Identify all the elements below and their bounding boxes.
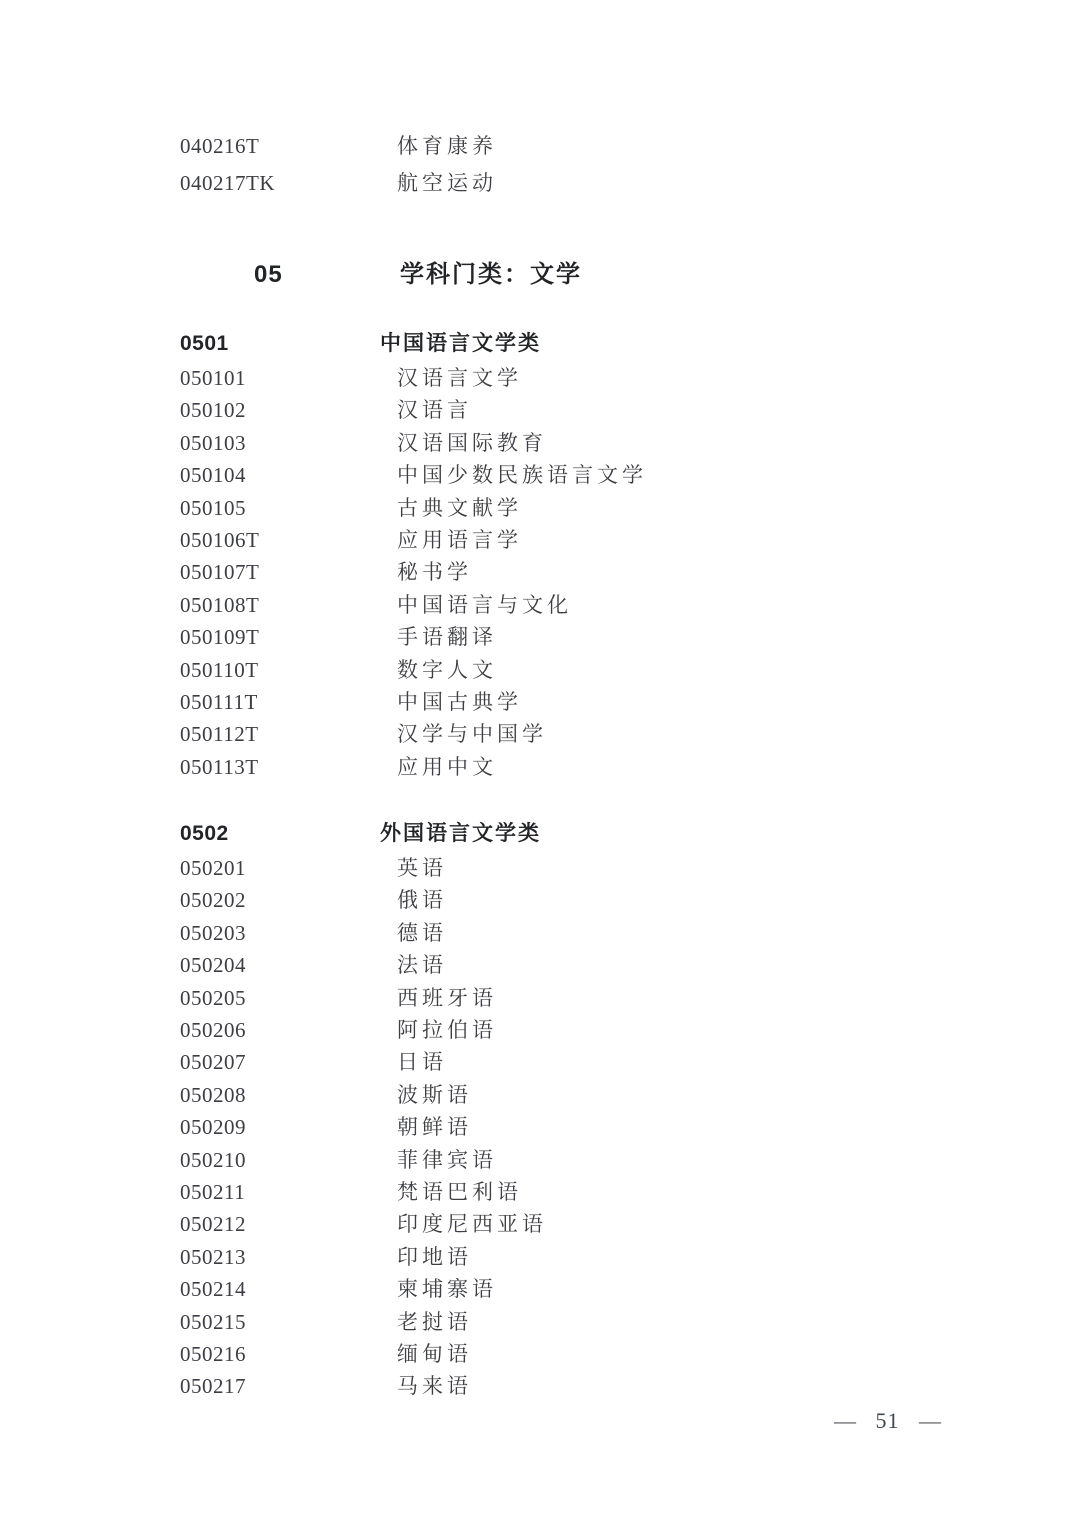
major-name: 汉语言文学 [397,366,522,390]
major-name: 印地语 [397,1244,472,1269]
major-code: 050108T [180,592,260,617]
major-row [180,1079,1040,1111]
major-code: 050110T [180,657,259,682]
major-name: 西班牙语 [397,985,497,1010]
major-code: 050214 [180,1277,246,1302]
major-row [180,1370,1040,1402]
major-row [180,852,1040,884]
footer-right-dash: — [919,1408,941,1433]
major-name: 老挝语 [397,1309,472,1334]
major-row [180,884,1040,916]
major-code: 050207 [180,1050,246,1075]
major-code: 040216T [180,134,260,158]
major-group [180,816,1040,1403]
major-code: 050204 [180,953,246,978]
major-code: 050209 [180,1115,246,1140]
leading-major-row [180,128,1040,165]
major-row [180,751,1040,783]
major-name: 马来语 [397,1374,472,1399]
major-code: 050210 [180,1147,246,1172]
major-name: 印度尼西亚语 [397,1212,547,1237]
major-name: 应用语言学 [397,527,522,552]
major-row [180,394,1040,426]
major-code: 050105 [180,495,246,520]
major-code: 050203 [180,920,246,945]
major-code: 050205 [180,985,246,1010]
major-name: 应用中文 [397,754,497,779]
major-code: 040217TK [180,171,275,195]
major-code: 050208 [180,1082,246,1107]
major-code: 050111T [180,689,258,714]
major-name: 德语 [397,920,447,945]
major-name: 数字人文 [397,657,497,682]
major-row [180,1144,1040,1176]
major-row [180,1338,1040,1370]
major-catalog-content [180,128,1040,1403]
major-row [180,556,1040,588]
major-row [180,1046,1040,1078]
major-row [180,1273,1040,1305]
major-name: 外国语言文学类 [380,822,541,846]
major-name: 航空运动 [397,171,497,195]
major-code: 050106T [180,527,260,552]
major-name: 古典文献学 [397,495,522,520]
footer-left-dash: — [834,1408,856,1433]
major-row [180,427,1040,459]
group-header-row [180,326,1040,362]
major-row [180,459,1040,491]
major-row [180,654,1040,686]
major-name: 汉学与中国学 [397,722,547,747]
page-number: 51 [875,1408,900,1433]
major-name: 日语 [397,1050,447,1075]
discipline-section-code: 05 [254,261,283,288]
major-row [180,1014,1040,1046]
major-code: 050109T [180,625,260,650]
major-name: 法语 [397,953,447,978]
major-name: 柬埔寨语 [397,1277,497,1302]
major-code: 050211 [180,1179,246,1204]
major-code: 050206 [180,1018,246,1043]
major-name: 英语 [397,856,447,881]
major-row [180,1111,1040,1143]
major-name: 体育康养 [397,134,497,158]
major-name: 缅甸语 [397,1341,472,1366]
major-code: 050101 [180,366,246,390]
major-code: 050103 [180,430,246,455]
major-name: 梵语巴利语 [397,1179,522,1204]
major-row [180,949,1040,981]
major-code: 050213 [180,1244,246,1269]
major-name: 中国语言与文化 [397,592,572,617]
major-name: 朝鲜语 [397,1115,472,1140]
major-row [180,589,1040,621]
major-row [180,982,1040,1014]
leading-major-row [180,165,1040,202]
major-row [180,1176,1040,1208]
major-row [180,1208,1040,1240]
major-name: 菲律宾语 [397,1147,497,1172]
major-name: 俄语 [397,888,447,913]
major-group [180,326,1040,783]
major-row [180,917,1040,949]
major-name: 汉语国际教育 [397,430,547,455]
major-code: 050112T [180,722,259,747]
major-code: 050217 [180,1374,246,1399]
major-code: 0502 [180,822,229,846]
major-row [180,492,1040,524]
major-row [180,718,1040,750]
major-code: 050201 [180,856,246,881]
major-row [180,686,1040,718]
group-header-row [180,816,1040,852]
discipline-section-title: 学科门类：文学 [400,261,582,288]
major-name: 秘书学 [397,560,472,585]
major-name: 阿拉伯语 [397,1018,497,1043]
major-code: 050202 [180,888,246,913]
discipline-section-header [180,260,1040,290]
major-code: 050107T [180,560,260,585]
major-row [180,524,1040,556]
major-name: 波斯语 [397,1082,472,1107]
major-code: 0501 [180,332,229,355]
major-row [180,1241,1040,1273]
major-row [180,621,1040,653]
major-code: 050215 [180,1309,246,1334]
major-name: 手语翻译 [397,625,497,650]
major-name: 汉语言 [397,398,472,423]
major-code: 050212 [180,1212,246,1237]
major-code: 050113T [180,754,259,779]
leading-major-list [180,128,1040,202]
major-code: 050104 [180,463,246,488]
major-groups [180,326,1040,1403]
major-name: 中国语言文学类 [380,332,541,355]
major-row [180,362,1040,394]
page-footer [828,1408,947,1434]
major-code: 050102 [180,398,246,423]
major-row [180,1306,1040,1338]
major-code: 050216 [180,1341,246,1366]
major-name: 中国古典学 [397,689,522,714]
major-name: 中国少数民族语言文学 [397,463,647,488]
